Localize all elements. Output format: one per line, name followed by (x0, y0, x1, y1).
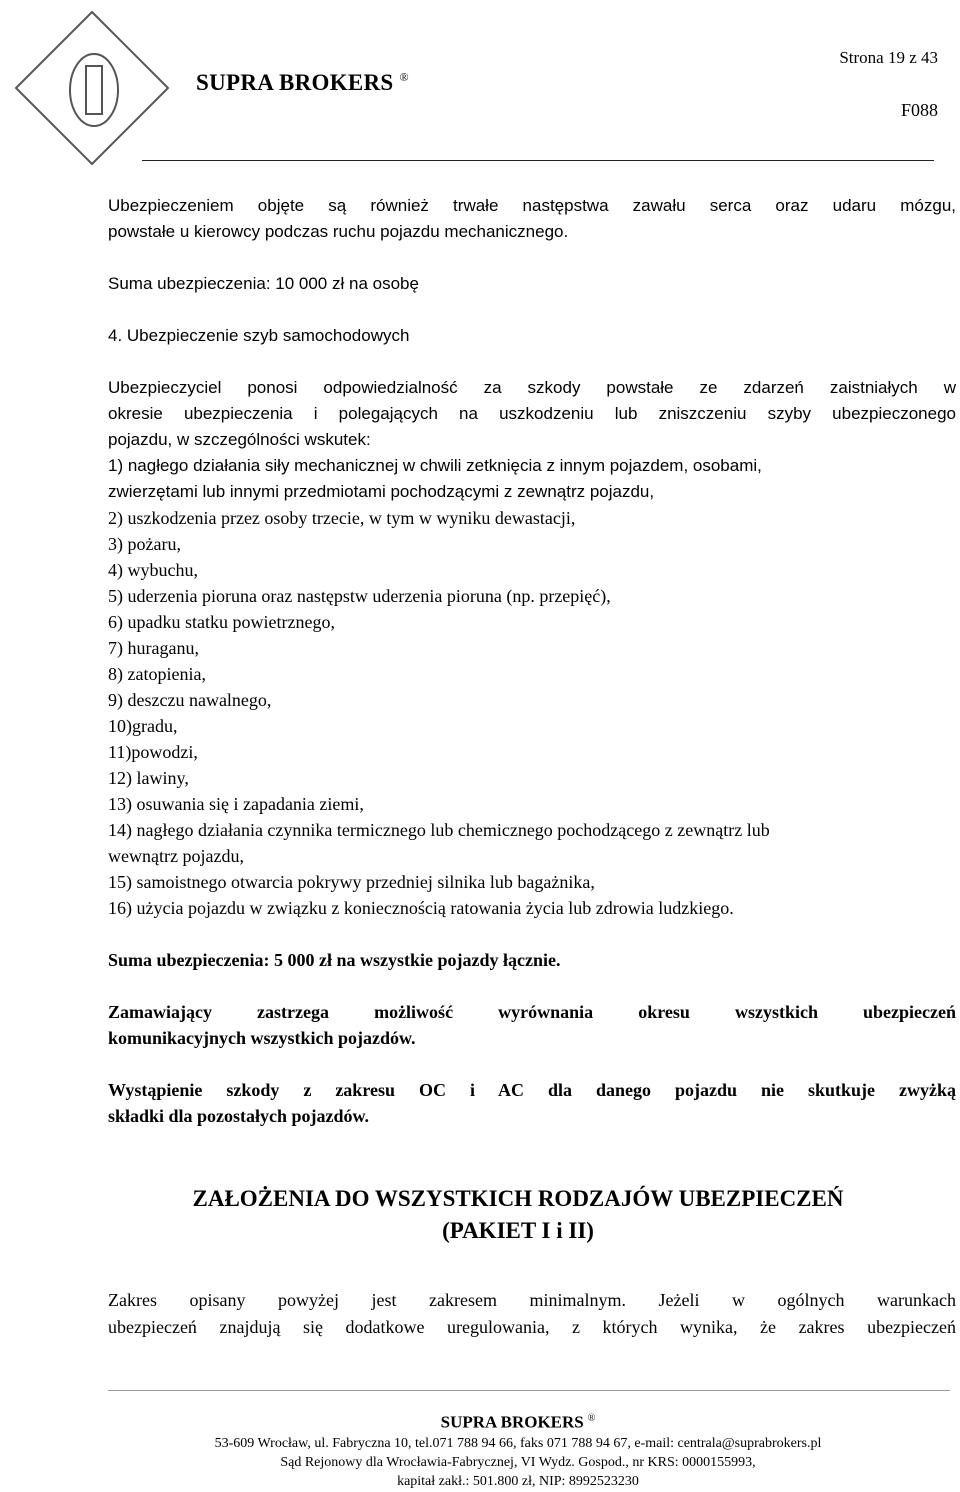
page-number: Strona 19 z 43 (839, 48, 938, 67)
section-title (108, 1183, 928, 1247)
section-title-line-1: ZAŁOŻENIA DO WSZYSTKICH RODZAJÓW UBEZPIECZEŃ (192, 1186, 844, 1211)
intro-line-2: powstałe u kierowcy podczas ruchu pojazdu mechanicznego. (108, 222, 569, 241)
company-logo (12, 8, 172, 168)
list-item: 12) lawiny, (108, 768, 189, 788)
sum-insured-per-person: Suma ubezpieczenia: 10 000 zł na osobę (108, 274, 419, 293)
wystapienie-line-2: składki dla pozostałych pojazdów. (108, 1106, 370, 1126)
list-item: 7) huraganu, (108, 638, 199, 658)
list-item: 1) nagłego działania siły mechanicznej w chwili zetknięcia z innym pojazdem, osobami, (108, 456, 762, 475)
footer-court: Sąd Rejonowy dla Wrocławia-Fabrycznej, VI Wydz. Gospod., nr KRS: 0000155993, (280, 1454, 756, 1470)
section-title-line-2: (PAKIET I i II) (442, 1218, 594, 1243)
paragraph-line-2: okresie ubezpieczenia i polegających na uszkodzeniu lub zniszczeniu szyby ubezpieczonego (108, 404, 956, 423)
list-item: 5) uderzenia pioruna oraz następstw uderzenia pioruna (np. przepięć), (108, 586, 611, 606)
list-item: wewnątrz pojazdu, (108, 846, 244, 866)
list-item: 2) uszkodzenia przez osoby trzecie, w tym w wyniku dewastacji, (108, 508, 576, 528)
list-item: 13) osuwania się i zapadania ziemi, (108, 794, 364, 814)
form-code: F088 (900, 100, 938, 120)
footer-capital: kapitał zakł.: 501.800 zł, NIP: 8992523230 (397, 1473, 639, 1489)
footer-registered-mark: ® (587, 1413, 596, 1424)
intro-line-1: Ubezpieczeniem objęte są również trwałe następstwa zawału serca oraz udaru mózgu, (108, 196, 956, 215)
list-item: 6) upadku statku powietrznego, (108, 612, 335, 632)
list-item: 14) nagłego działania czynnika termicznego lub chemicznego pochodzącego z zewnątrz lub (108, 820, 770, 840)
sum-insured-total: Suma ubezpieczenia: 5 000 zł na wszystkie pojazdy łącznie. (108, 950, 561, 970)
list-item: 9) deszczu nawalnego, (108, 690, 272, 710)
list-item: 4) wybuchu, (108, 560, 198, 580)
document-body (108, 193, 956, 1129)
zamawiajacy-line-1: Zamawiający zastrzega możliwość wyrównania okresu wszystkich ubezpieczeń (108, 1002, 956, 1022)
wystapienie-line-1: Wystąpienie szkody z zakresu OC i AC dla danego pojazdu nie skutkuje zwyżką (108, 1080, 956, 1100)
list-item: 3) pożaru, (108, 534, 181, 554)
paragraph-line-3: pojazdu, w szczególności wskutek: (108, 430, 371, 449)
header-brand: SUPRA BROKERS ® (196, 70, 409, 95)
section-heading-glass: 4. Ubezpieczenie szyb samochodowych (108, 326, 410, 345)
scope-line-1: Zakres opisany powyżej jest zakresem minimalnym. Jeżeli w ogólnych warunkach (108, 1290, 956, 1310)
header-divider (142, 160, 934, 161)
registered-mark: ® (399, 70, 409, 85)
footer (108, 1408, 928, 1491)
scope-line-2: ubezpieczeń znajdują się dodatkowe uregulowania, z których wynika, że zakres ubezpieczeń (108, 1317, 956, 1337)
list-item: 16) użycia pojazdu w związku z koniecznością ratowania życia lub zdrowia ludzkiego. (108, 898, 734, 918)
footer-brand: SUPRA BROKERS ® (440, 1412, 596, 1432)
zamawiajacy-line-2: komunikacyjnych wszystkich pojazdów. (108, 1028, 416, 1048)
list-item: zwierzętami lub innymi przedmiotami pochodzącymi z zewnątrz pojazdu, (108, 482, 655, 501)
paragraph-line-1: Ubezpieczyciel ponosi odpowiedzialność za szkody powstałe ze zdarzeń zaistniałych w (108, 378, 956, 397)
list-item: 11)powodzi, (108, 742, 198, 762)
footer-address: 53-609 Wrocław, ul. Fabryczna 10, tel.071 788 94 66, faks 071 788 94 67, e-mail: centrala@suprabrokers.pl (214, 1435, 822, 1451)
list-item: 8) zatopienia, (108, 664, 206, 684)
list-item: 10)gradu, (108, 716, 178, 736)
scope-paragraph (108, 1287, 956, 1341)
list-item: 15) samoistnego otwarcia pokrywy przedniej silnika lub bagażnika, (108, 872, 595, 892)
cause-list (108, 453, 956, 921)
footer-divider (108, 1390, 950, 1391)
